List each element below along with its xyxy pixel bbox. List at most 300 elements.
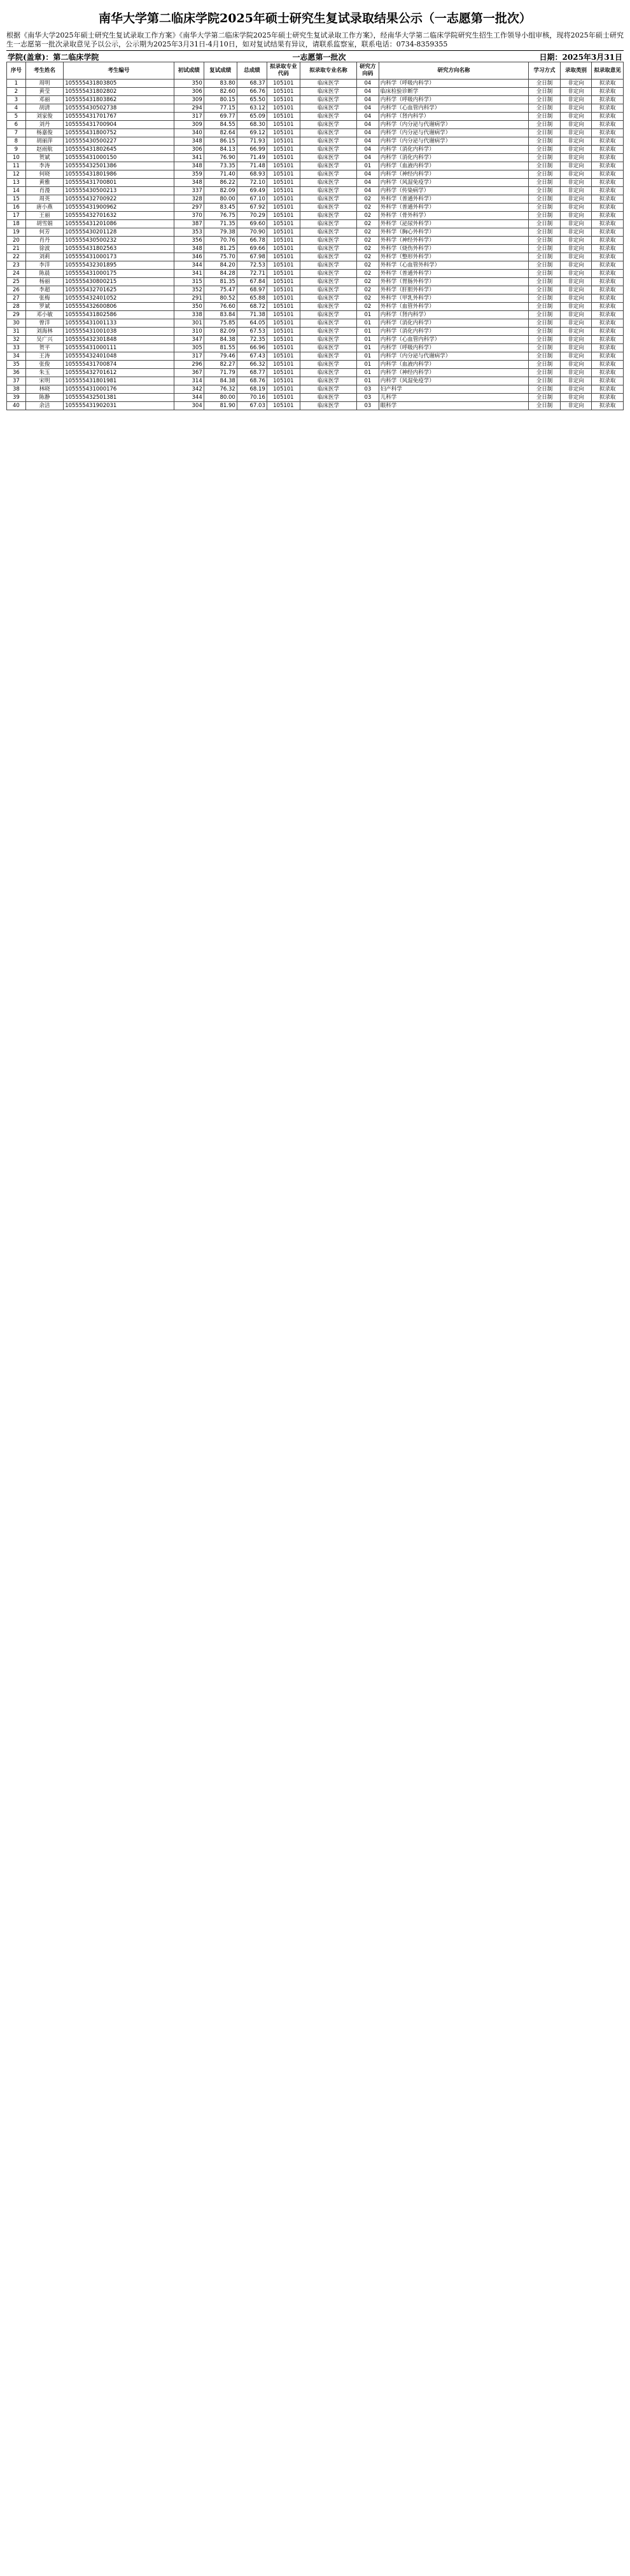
- cell-decision: 拟录取: [592, 344, 624, 352]
- cell-decision: 拟录取: [592, 394, 624, 402]
- cell-direction-name: 内科学（内分泌与代谢病学）: [379, 352, 528, 361]
- cell-direction-code: 02: [357, 195, 379, 204]
- cell-index: 27: [7, 294, 26, 303]
- table-row: [7, 336, 624, 344]
- cell-exam-id: 105555431001038: [64, 328, 174, 336]
- cell-study-mode: 全日制: [529, 104, 561, 113]
- cell-retest-score: 81.25: [204, 245, 237, 253]
- cell-initial-score: 341: [174, 270, 204, 278]
- cell-major-name: 临床医学: [300, 154, 356, 162]
- cell-total-score: 72.35: [237, 336, 267, 344]
- cell-name: 林晓: [25, 385, 63, 394]
- cell-initial-score: 328: [174, 195, 204, 204]
- cell-total-score: 67.92: [237, 204, 267, 212]
- cell-index: 29: [7, 311, 26, 319]
- cell-direction-name: 内科学（呼吸内科学）: [379, 80, 528, 88]
- cell-major-name: 临床医学: [300, 237, 356, 245]
- cell-decision: 拟录取: [592, 187, 624, 195]
- cell-decision: 拟录取: [592, 228, 624, 237]
- table-row: [7, 270, 624, 278]
- table-row: [7, 220, 624, 228]
- cell-name: 胡丽萍: [25, 137, 63, 146]
- cell-name: 刘丹: [25, 121, 63, 129]
- cell-major-code: 105101: [267, 369, 300, 377]
- cell-direction-code: 01: [357, 344, 379, 352]
- cell-category: 非定向: [560, 311, 592, 319]
- cell-index: 33: [7, 344, 26, 352]
- cell-total-score: 67.84: [237, 278, 267, 286]
- cell-retest-score: 83.84: [204, 311, 237, 319]
- table-row: [7, 361, 624, 369]
- cell-major-code: 105101: [267, 154, 300, 162]
- cell-initial-score: 306: [174, 88, 204, 96]
- cell-major-name: 临床医学: [300, 352, 356, 361]
- cell-direction-name: 眼科学: [379, 402, 528, 410]
- table-row: [7, 170, 624, 179]
- cell-retest-score: 71.35: [204, 220, 237, 228]
- cell-direction-name: 外科学（血管外科学）: [379, 303, 528, 311]
- cell-study-mode: 全日制: [529, 336, 561, 344]
- cell-decision: 拟录取: [592, 80, 624, 88]
- cell-exam-id: 105555431000150: [64, 154, 174, 162]
- header-cell: 拟录取专业名称: [300, 62, 356, 80]
- cell-direction-code: 02: [357, 237, 379, 245]
- cell-direction-code: 02: [357, 286, 379, 294]
- cell-decision: 拟录取: [592, 385, 624, 394]
- cell-total-score: 68.37: [237, 80, 267, 88]
- cell-direction-name: 内科学（传染病学）: [379, 187, 528, 195]
- cell-study-mode: 全日制: [529, 80, 561, 88]
- table-row: [7, 253, 624, 261]
- table-row: [7, 162, 624, 170]
- cell-exam-id: 105555431802802: [64, 88, 174, 96]
- cell-category: 非定向: [560, 187, 592, 195]
- cell-name: 李涛: [25, 162, 63, 170]
- cell-direction-code: 01: [357, 319, 379, 328]
- cell-study-mode: 全日制: [529, 154, 561, 162]
- cell-direction-code: 02: [357, 294, 379, 303]
- cell-total-score: 66.76: [237, 88, 267, 96]
- cell-initial-score: 301: [174, 319, 204, 328]
- cell-major-name: 临床医学: [300, 220, 356, 228]
- cell-retest-score: 77.15: [204, 104, 237, 113]
- cell-exam-id: 105555430502738: [64, 104, 174, 113]
- cell-decision: 拟录取: [592, 352, 624, 361]
- cell-retest-score: 84.38: [204, 377, 237, 385]
- cell-retest-score: 84.13: [204, 146, 237, 154]
- cell-major-code: 105101: [267, 204, 300, 212]
- cell-index: 4: [7, 104, 26, 113]
- cell-exam-id: 105555431902031: [64, 402, 174, 410]
- cell-index: 18: [7, 220, 26, 228]
- cell-retest-score: 86.22: [204, 179, 237, 187]
- cell-name: 肖漫: [25, 187, 63, 195]
- cell-major-name: 临床医学: [300, 170, 356, 179]
- cell-initial-score: 306: [174, 146, 204, 154]
- cell-initial-score: 294: [174, 104, 204, 113]
- cell-major-code: 105101: [267, 137, 300, 146]
- cell-name: 周英: [25, 195, 63, 204]
- cell-retest-score: 82.09: [204, 328, 237, 336]
- cell-exam-id: 105555431001133: [64, 319, 174, 328]
- cell-initial-score: 314: [174, 377, 204, 385]
- cell-decision: 拟录取: [592, 311, 624, 319]
- cell-major-code: 105101: [267, 220, 300, 228]
- cell-exam-id: 105555431700874: [64, 361, 174, 369]
- cell-decision: 拟录取: [592, 121, 624, 129]
- cell-initial-score: 309: [174, 121, 204, 129]
- table-row: [7, 237, 624, 245]
- cell-major-code: 105101: [267, 385, 300, 394]
- cell-name: 胡清: [25, 104, 63, 113]
- cell-major-code: 105101: [267, 402, 300, 410]
- cell-direction-name: 外科学（甲乳外科学）: [379, 294, 528, 303]
- cell-decision: 拟录取: [592, 137, 624, 146]
- cell-exam-id: 105555431701767: [64, 113, 174, 121]
- cell-category: 非定向: [560, 261, 592, 270]
- cell-index: 12: [7, 170, 26, 179]
- cell-category: 非定向: [560, 80, 592, 88]
- cell-exam-id: 105555431000175: [64, 270, 174, 278]
- cell-name: 胡雪娟: [25, 220, 63, 228]
- cell-study-mode: 全日制: [529, 344, 561, 352]
- cell-study-mode: 全日制: [529, 361, 561, 369]
- cell-major-code: 105101: [267, 121, 300, 129]
- cell-retest-score: 76.90: [204, 154, 237, 162]
- cell-category: 非定向: [560, 212, 592, 220]
- cell-name: 刘莉: [25, 253, 63, 261]
- cell-direction-name: 内科学（消化内科学）: [379, 146, 528, 154]
- cell-exam-id: 105555431000111: [64, 344, 174, 352]
- cell-study-mode: 全日制: [529, 121, 561, 129]
- table-body: [7, 80, 624, 410]
- cell-major-name: 临床医学: [300, 385, 356, 394]
- cell-name: 吴广兴: [25, 336, 63, 344]
- cell-major-name: 临床医学: [300, 253, 356, 261]
- cell-direction-code: 02: [357, 245, 379, 253]
- cell-index: 24: [7, 270, 26, 278]
- cell-direction-name: 内科学（风湿免疫学）: [379, 179, 528, 187]
- cell-name: 张梅: [25, 294, 63, 303]
- cell-major-code: 105101: [267, 212, 300, 220]
- cell-direction-name: 内科学（神经内科学）: [379, 369, 528, 377]
- cell-retest-score: 76.32: [204, 385, 237, 394]
- cell-major-name: 临床医学: [300, 162, 356, 170]
- cell-exam-id: 105555432301895: [64, 261, 174, 270]
- cell-study-mode: 全日制: [529, 394, 561, 402]
- cell-major-name: 临床医学: [300, 121, 356, 129]
- cell-category: 非定向: [560, 303, 592, 311]
- cell-name: 陈晨: [25, 270, 63, 278]
- table-row: [7, 385, 624, 394]
- cell-total-score: 64.05: [237, 319, 267, 328]
- cell-direction-name: 内科学（内分泌与代谢病学）: [379, 121, 528, 129]
- cell-major-name: 临床医学: [300, 402, 356, 410]
- cell-name: 杨嘉俊: [25, 129, 63, 137]
- cell-retest-score: 80.00: [204, 195, 237, 204]
- cell-initial-score: 387: [174, 220, 204, 228]
- cell-direction-name: 外科学（心血管外科学）: [379, 261, 528, 270]
- cell-initial-score: 297: [174, 204, 204, 212]
- cell-major-name: 临床医学: [300, 113, 356, 121]
- cell-initial-score: 296: [174, 361, 204, 369]
- cell-total-score: 65.88: [237, 294, 267, 303]
- cell-initial-score: 309: [174, 96, 204, 104]
- cell-major-code: 105101: [267, 286, 300, 294]
- cell-major-name: 临床医学: [300, 278, 356, 286]
- cell-direction-code: 04: [357, 137, 379, 146]
- cell-decision: 拟录取: [592, 237, 624, 245]
- cell-total-score: 67.10: [237, 195, 267, 204]
- cell-exam-id: 105555432301848: [64, 336, 174, 344]
- cell-major-name: 临床医学: [300, 104, 356, 113]
- cell-retest-score: 79.46: [204, 352, 237, 361]
- cell-initial-score: 346: [174, 253, 204, 261]
- cell-decision: 拟录取: [592, 328, 624, 336]
- cell-major-code: 105101: [267, 344, 300, 352]
- cell-index: 34: [7, 352, 26, 361]
- cell-decision: 拟录取: [592, 204, 624, 212]
- cell-decision: 拟录取: [592, 162, 624, 170]
- cell-study-mode: 全日制: [529, 253, 561, 261]
- cell-direction-code: 04: [357, 121, 379, 129]
- table-row: [7, 113, 624, 121]
- meta-college: 学院(盖章)：第二临床学院: [8, 53, 99, 62]
- cell-decision: 拟录取: [592, 146, 624, 154]
- cell-initial-score: 340: [174, 129, 204, 137]
- cell-category: 非定向: [560, 195, 592, 204]
- cell-initial-score: 291: [174, 294, 204, 303]
- cell-decision: 拟录取: [592, 170, 624, 179]
- table-row: [7, 228, 624, 237]
- cell-study-mode: 全日制: [529, 129, 561, 137]
- cell-major-code: 105101: [267, 361, 300, 369]
- cell-initial-score: 344: [174, 394, 204, 402]
- cell-retest-score: 84.20: [204, 261, 237, 270]
- cell-name: 李洋: [25, 261, 63, 270]
- cell-major-code: 105101: [267, 80, 300, 88]
- cell-category: 非定向: [560, 352, 592, 361]
- cell-category: 非定向: [560, 402, 592, 410]
- cell-initial-score: 338: [174, 311, 204, 319]
- cell-major-code: 105101: [267, 303, 300, 311]
- table-row: [7, 294, 624, 303]
- cell-index: 1: [7, 80, 26, 88]
- cell-total-score: 63.12: [237, 104, 267, 113]
- cell-initial-score: 310: [174, 328, 204, 336]
- cell-exam-id: 105555431803862: [64, 96, 174, 104]
- cell-decision: 拟录取: [592, 154, 624, 162]
- cell-major-name: 临床医学: [300, 146, 356, 154]
- cell-exam-id: 105555430500213: [64, 187, 174, 195]
- cell-decision: 拟录取: [592, 88, 624, 96]
- cell-study-mode: 全日制: [529, 278, 561, 286]
- cell-direction-code: 03: [357, 385, 379, 394]
- cell-retest-score: 84.28: [204, 270, 237, 278]
- cell-major-code: 105101: [267, 336, 300, 344]
- cell-total-score: 66.96: [237, 344, 267, 352]
- cell-direction-name: 内科学（呼吸内科学）: [379, 96, 528, 104]
- page: [6, 0, 624, 417]
- cell-direction-code: 01: [357, 162, 379, 170]
- header-cell: 序号: [7, 62, 26, 80]
- cell-major-name: 临床医学: [300, 228, 356, 237]
- cell-category: 非定向: [560, 344, 592, 352]
- header-cell: 研究方向码: [357, 62, 379, 80]
- cell-direction-name: 外科学（泌尿外科学）: [379, 220, 528, 228]
- cell-major-name: 临床医学: [300, 344, 356, 352]
- cell-index: 15: [7, 195, 26, 204]
- cell-decision: 拟录取: [592, 113, 624, 121]
- cell-index: 26: [7, 286, 26, 294]
- cell-category: 非定向: [560, 245, 592, 253]
- cell-direction-code: 04: [357, 129, 379, 137]
- cell-category: 非定向: [560, 369, 592, 377]
- cell-study-mode: 全日制: [529, 179, 561, 187]
- table-row: [7, 204, 624, 212]
- cell-index: 17: [7, 212, 26, 220]
- table-row: [7, 402, 624, 410]
- cell-index: 32: [7, 336, 26, 344]
- cell-major-name: 临床医学: [300, 294, 356, 303]
- cell-direction-name: 内科学（肾内科学）: [379, 113, 528, 121]
- table-row: [7, 278, 624, 286]
- cell-direction-name: 外科学（普通外科学）: [379, 270, 528, 278]
- table-row: [7, 212, 624, 220]
- cell-name: 黄雅: [25, 179, 63, 187]
- cell-major-code: 105101: [267, 394, 300, 402]
- cell-decision: 拟录取: [592, 319, 624, 328]
- cell-direction-name: 临床检验诊断学: [379, 88, 528, 96]
- cell-study-mode: 全日制: [529, 311, 561, 319]
- cell-total-score: 70.90: [237, 228, 267, 237]
- cell-study-mode: 全日制: [529, 96, 561, 104]
- cell-decision: 拟录取: [592, 361, 624, 369]
- cell-decision: 拟录取: [592, 286, 624, 294]
- cell-retest-score: 80.52: [204, 294, 237, 303]
- cell-exam-id: 105555430800215: [64, 278, 174, 286]
- cell-major-code: 105101: [267, 88, 300, 96]
- table-row: [7, 319, 624, 328]
- cell-total-score: 71.49: [237, 154, 267, 162]
- cell-decision: 拟录取: [592, 245, 624, 253]
- cell-decision: 拟录取: [592, 195, 624, 204]
- meta-batch: 一志愿第一批次: [292, 53, 346, 62]
- table-row: [7, 195, 624, 204]
- cell-study-mode: 全日制: [529, 237, 561, 245]
- cell-major-name: 临床医学: [300, 245, 356, 253]
- cell-retest-score: 86.15: [204, 137, 237, 146]
- cell-major-code: 105101: [267, 245, 300, 253]
- cell-direction-name: 外科学（普通外科学）: [379, 204, 528, 212]
- cell-exam-id: 105555432701632: [64, 212, 174, 220]
- cell-category: 非定向: [560, 154, 592, 162]
- table-row: [7, 154, 624, 162]
- cell-major-code: 105101: [267, 96, 300, 104]
- cell-exam-id: 105555431000176: [64, 385, 174, 394]
- cell-index: 2: [7, 88, 26, 96]
- cell-name: 朱玉: [25, 369, 63, 377]
- cell-study-mode: 全日制: [529, 212, 561, 220]
- cell-decision: 拟录取: [592, 179, 624, 187]
- cell-total-score: 69.49: [237, 187, 267, 195]
- cell-name: 邓小敏: [25, 311, 63, 319]
- cell-major-name: 临床医学: [300, 303, 356, 311]
- cell-direction-name: 外科学（烧伤外科学）: [379, 245, 528, 253]
- cell-initial-score: 348: [174, 137, 204, 146]
- table-row: [7, 394, 624, 402]
- cell-retest-score: 82.60: [204, 88, 237, 96]
- cell-total-score: 65.50: [237, 96, 267, 104]
- cell-retest-score: 81.90: [204, 402, 237, 410]
- cell-initial-score: 350: [174, 80, 204, 88]
- cell-direction-name: 内科学（心血管内科学）: [379, 336, 528, 344]
- cell-direction-code: 02: [357, 212, 379, 220]
- cell-category: 非定向: [560, 328, 592, 336]
- cell-direction-code: 01: [357, 361, 379, 369]
- cell-direction-code: 02: [357, 228, 379, 237]
- cell-total-score: 67.53: [237, 328, 267, 336]
- cell-exam-id: 105555431700904: [64, 121, 174, 129]
- cell-major-name: 临床医学: [300, 377, 356, 385]
- header-cell: 初试成绩: [174, 62, 204, 80]
- header-cell: 录取类别: [560, 62, 592, 80]
- cell-index: 35: [7, 361, 26, 369]
- cell-decision: 拟录取: [592, 402, 624, 410]
- cell-decision: 拟录取: [592, 294, 624, 303]
- cell-direction-code: 02: [357, 270, 379, 278]
- cell-retest-score: 69.77: [204, 113, 237, 121]
- cell-total-score: 70.16: [237, 394, 267, 402]
- cell-name: 杨丽: [25, 278, 63, 286]
- cell-study-mode: 全日制: [529, 220, 561, 228]
- cell-name: 贺斌: [25, 154, 63, 162]
- cell-exam-id: 105555431802586: [64, 311, 174, 319]
- cell-index: 19: [7, 228, 26, 237]
- cell-index: 36: [7, 369, 26, 377]
- cell-total-score: 72.71: [237, 270, 267, 278]
- cell-category: 非定向: [560, 137, 592, 146]
- cell-exam-id: 105555430500227: [64, 137, 174, 146]
- header-cell: 总成绩: [237, 62, 267, 80]
- cell-retest-score: 83.80: [204, 80, 237, 88]
- cell-retest-score: 82.64: [204, 129, 237, 137]
- cell-index: 23: [7, 261, 26, 270]
- cell-category: 非定向: [560, 179, 592, 187]
- cell-name: 赵雨航: [25, 146, 63, 154]
- cell-index: 39: [7, 394, 26, 402]
- cell-major-code: 105101: [267, 253, 300, 261]
- cell-category: 非定向: [560, 237, 592, 245]
- header-cell: 复试成绩: [204, 62, 237, 80]
- cell-major-code: 105101: [267, 261, 300, 270]
- cell-major-code: 105101: [267, 237, 300, 245]
- cell-exam-id: 105555432600806: [64, 303, 174, 311]
- cell-major-name: 临床医学: [300, 311, 356, 319]
- cell-index: 7: [7, 129, 26, 137]
- cell-exam-id: 105555432700922: [64, 195, 174, 204]
- cell-total-score: 71.38: [237, 311, 267, 319]
- cell-study-mode: 全日制: [529, 88, 561, 96]
- cell-initial-score: 370: [174, 212, 204, 220]
- cell-retest-score: 81.35: [204, 278, 237, 286]
- cell-total-score: 72.10: [237, 179, 267, 187]
- cell-decision: 拟录取: [592, 261, 624, 270]
- cell-name: 曾洋: [25, 319, 63, 328]
- cell-name: 贺平: [25, 344, 63, 352]
- cell-study-mode: 全日制: [529, 270, 561, 278]
- cell-major-name: 临床医学: [300, 80, 356, 88]
